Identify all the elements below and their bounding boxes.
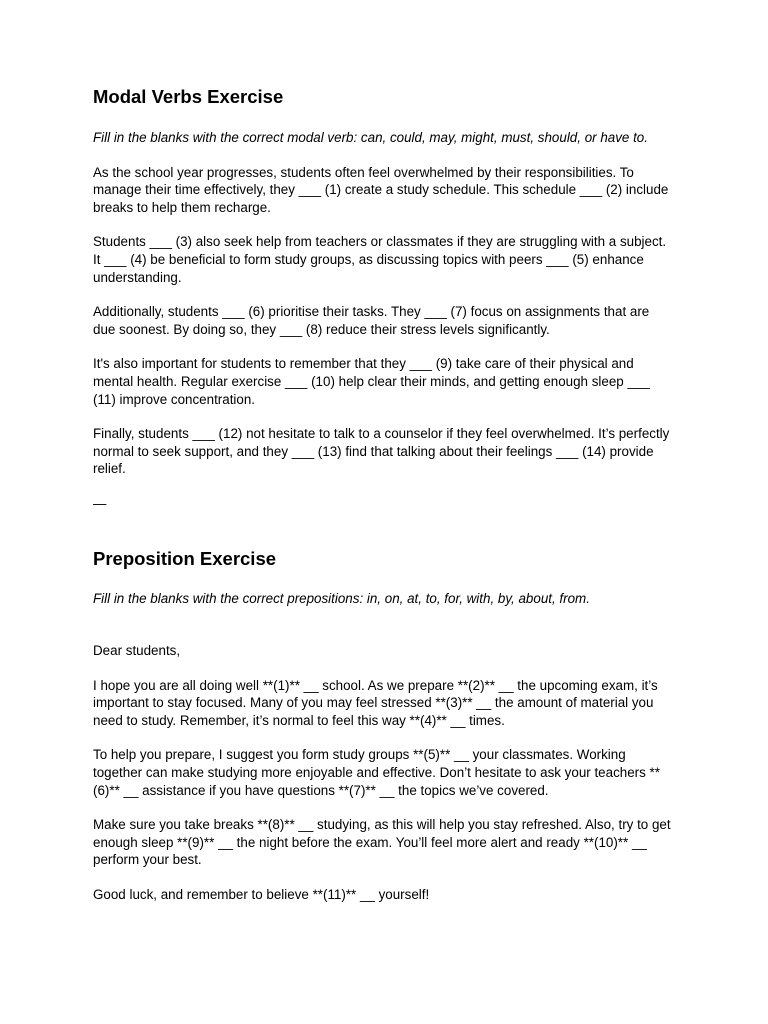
modal-verbs-instruction: Fill in the blanks with the correct modal verb: can, could, may, might, must, should, or have to.	[93, 130, 648, 145]
preposition-paragraph: I hope you are all doing well **(1)** __ school. As we prepare **(2)** __ the upcoming exam, it’s important to stay focused. Many of you may feel stressed **(3)** __ the amount of material you need to study. Remember, it’s normal to feel this way **(4)** __ times.	[93, 677, 658, 728]
section-separator: —	[93, 495, 107, 511]
modal-paragraph: Additionally, students ___ (6) prioritise their tasks. They ___ (7) focus on assignments that are due soonest. By doing so, they ___ (8) reduce their stress levels significantly.	[93, 304, 650, 337]
preposition-paragraph: Good luck, and remember to believe **(11)** __ yourself!	[93, 887, 430, 903]
preposition-title: Preposition Exercise	[93, 547, 277, 569]
document-page	[93, 86, 673, 904]
letter-greeting: Dear students,	[93, 643, 181, 659]
modal-paragraph: It's also important for students to remember that they ___ (9) take care of their physical and mental health. Regular exercise ___ (10) help clear their minds, and getting enough sleep ___ (11) improve concentration.	[93, 356, 650, 407]
modal-paragraph: Students ___ (3) also seek help from teachers or classmates if they are struggling with a subject. It ___ (4) be beneficial to form study groups, as discussing topics with peers ___ (5) enhance understanding.	[93, 234, 667, 285]
preposition-paragraph: Make sure you take breaks **(8)** __ studying, as this will help you stay refreshed. Also, try to get enough sleep **(9)** __ the night before the exam. You’ll feel more alert and ready **(10)** __ perform your best.	[93, 817, 671, 868]
preposition-instruction: Fill in the blanks with the correct prepositions: in, on, at, to, for, with, by, about, from.	[93, 590, 590, 606]
preposition-paragraph: To help you prepare, I suggest you form study groups **(5)** __ your classmates. Working together can make studying more enjoyable and effective. Don’t hesitate to ask your teachers **(6)** __ assistance if you have questions **(7)** __ the topics we’ve covered.	[93, 747, 660, 798]
modal-verbs-title: Modal Verbs Exercise	[93, 86, 284, 107]
modal-paragraph: As the school year progresses, students often feel overwhelmed by their responsibilities. To manage their time effectively, they ___ (1) create a study schedule. This schedule ___ (2) include breaks to help them recharge.	[93, 164, 669, 215]
modal-paragraph: Finally, students ___ (12) not hesitate to talk to a counselor if they feel overwhelmed. It’s perfectly normal to seek support, and they ___ (13) find that talking about their feelings ___ (14) provide relief.	[93, 426, 670, 477]
